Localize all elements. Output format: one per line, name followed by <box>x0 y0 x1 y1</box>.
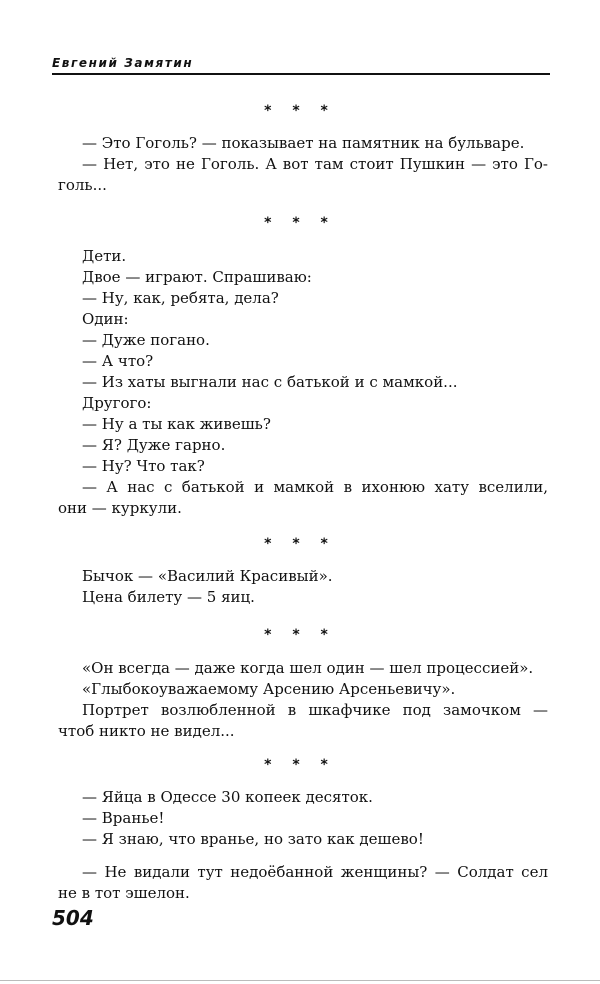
text-line: — А что? <box>82 352 154 370</box>
section-separator: * * * <box>264 536 336 552</box>
text-line: — Я знаю, что вранье, но зато как дешево! <box>82 830 424 848</box>
section-separator: * * * <box>264 627 336 643</box>
text-line: — Дуже погано. <box>82 331 210 349</box>
bottom-edge-rule <box>0 980 600 981</box>
text-line: «Глыбокоуважаемому Арсению Арсеньевичу». <box>82 680 456 698</box>
section-2 <box>58 246 548 519</box>
text-line: — Ну, как, ребята, дела? <box>82 289 279 307</box>
text-line: не в тот эшелон. <box>58 884 190 902</box>
text-line: Другого: <box>82 394 152 412</box>
text-line: — Нет, это не Гоголь. А вот там стоит Пушкин — это Го- <box>82 155 548 173</box>
text-line: Дети. <box>82 247 127 265</box>
text-line: — Не видали тут недоёбанной женщины? — Солдат сел <box>82 863 548 881</box>
text-line: — Вранье! <box>82 809 165 827</box>
page-number: 504 <box>52 906 94 930</box>
text-line: — Я? Дуже гарно. <box>82 436 226 454</box>
text-line: Цена билету — 5 яиц. <box>82 588 255 606</box>
section-1 <box>58 133 548 196</box>
text-line: Двое — играют. Спрашиваю: <box>82 268 312 286</box>
text-line: Портрет возлюбленной в шкафчике под замочком — <box>82 701 548 719</box>
section-3 <box>82 566 548 608</box>
text-line: — Из хаты выгнали нас с батькой и с мамкой... <box>82 373 458 391</box>
text-line: Один: <box>82 310 129 328</box>
text-line: «Он всегда — даже когда шел один — шел процессией». <box>82 659 534 677</box>
text-line: они — куркули. <box>58 499 182 517</box>
section-5 <box>82 787 548 850</box>
section-4 <box>58 658 548 742</box>
text-line: — Ну? Что так? <box>82 457 205 475</box>
text-line: — А нас с батькой и мамкой в ихонюю хату вселили, <box>82 478 548 496</box>
running-head-author: Евгений Замятин <box>52 56 194 70</box>
text-line: — Это Гоголь? — показывает на памятник на бульваре. <box>82 134 525 152</box>
section-separator: * * * <box>264 757 336 773</box>
text-line: Бычок — «Василий Красивый». <box>82 567 333 585</box>
text-line: чтоб никто не видел... <box>58 722 235 740</box>
text-line: голь... <box>58 176 107 194</box>
section-separator: * * * <box>264 103 336 119</box>
section-separator: * * * <box>264 215 336 231</box>
text-line: — Яйца в Одессе 30 копеек десяток. <box>82 788 373 806</box>
text-line: — Ну а ты как живешь? <box>82 415 271 433</box>
section-6 <box>58 862 548 904</box>
header-rule <box>52 73 550 75</box>
